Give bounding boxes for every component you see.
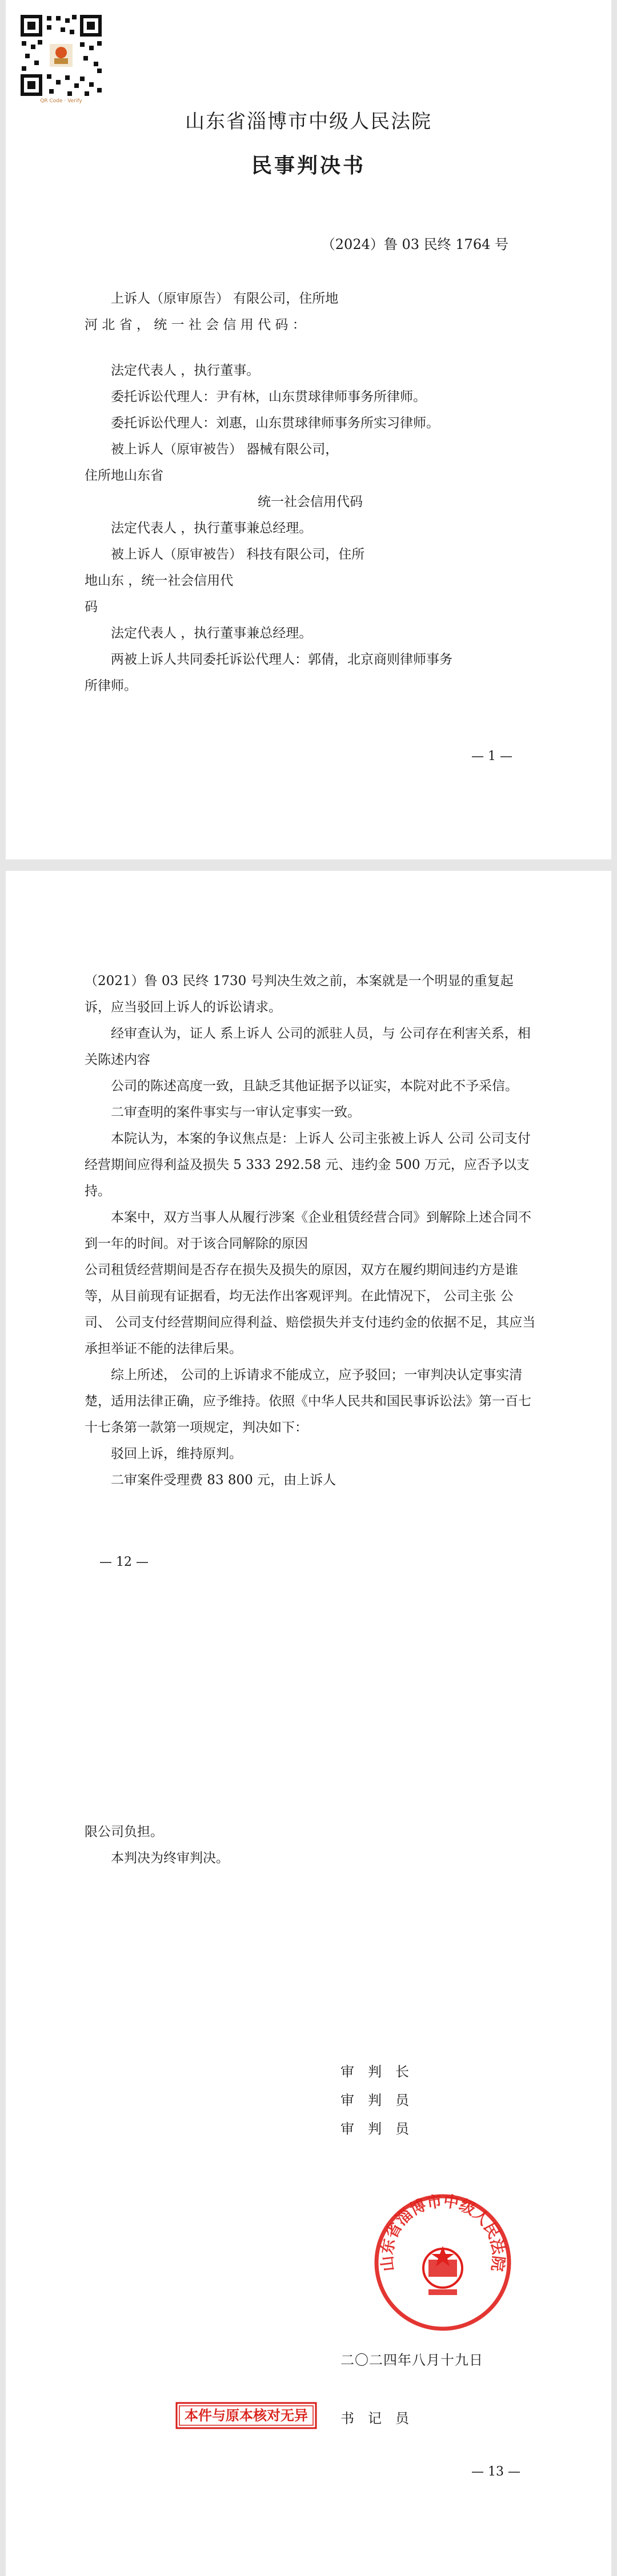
paragraph: 法定代表人 ，执行董事兼总经理。 — [111, 521, 312, 536]
paragraph: 本案中，双方当事人从履行涉案《企业租赁经营合同》到解除上述合同不到一年的时间。对于该合同解除的原因 — [85, 1210, 531, 1251]
paragraph: 委托诉讼代理人：尹有林，山东贯球律师事务所律师。 — [111, 389, 426, 404]
paragraph: （2021）鲁 03 民终 1730 号判决生效之前，本案就是一个明显的重复起诉，应当驳回上诉人的诉讼请求。 — [85, 974, 514, 1015]
qr-code-icon[interactable] — [18, 13, 104, 98]
document-page-1 — [6, 0, 611, 859]
court-seal-icon — [371, 2191, 514, 2334]
paragraph: 驳回上诉，维持原判。 — [111, 1446, 242, 1461]
paragraph: 上诉人（原审原告） 有限公司，住所地 — [111, 291, 339, 306]
paragraph: 被上诉人（原审被告） 器械有限公司， — [111, 442, 339, 457]
paragraph: 统一社会信用代码 — [258, 495, 363, 509]
seal-text: 山东省淄博市中级人民法院 — [378, 2192, 507, 2273]
paragraph: 法定代表人 ，执行董事兼总经理。 — [111, 626, 312, 641]
paragraph: 公司租赁经营期间是否存在损失及损失的原因，双方在履约期间违约方是谁等，从目前现有证据看，均无法作出客观评判。在此情况下， 公司主张 公司、 公司支付经营期间应得利益、赔偿损失并支付违约金的依据不足，其应当承担举证不能的法律后果。 — [85, 1263, 536, 1356]
paragraph: 二审查明的案件事实与一审认定事实一致。 — [111, 1105, 360, 1120]
chief-judge-label: 审 判 长 — [340, 2064, 409, 2080]
clerk-label: 书 记 员 — [340, 2410, 409, 2426]
document-title: 民事判决书 — [251, 154, 366, 178]
party-info — [85, 286, 536, 699]
paragraph: 被上诉人（原审被告） 科技有限公司，住所 — [111, 547, 365, 562]
stamp-text: 本件与原本核对无异 — [185, 2407, 308, 2424]
paragraph: 地山东 ，统一社会信用代 — [85, 573, 234, 588]
page-number: — 13 — — [471, 2465, 520, 2479]
case-number: （2024）鲁 03 民终 1764 号 — [321, 236, 508, 252]
verification-stamp-icon — [175, 2401, 318, 2430]
paragraph: 公司的陈述高度一致，且缺乏其他证据予以证实，本院对此不予采信。 — [111, 1079, 518, 1094]
signing-date: 二〇二四年八月十九日 — [340, 2352, 483, 2368]
paragraph: 两被上诉人共同委托诉讼代理人：郭倩，北京商则律师事务 — [111, 652, 452, 667]
court-name: 山东省淄博市中级人民法院 — [185, 110, 432, 133]
page-number: — 1 — — [471, 749, 512, 763]
signature-block — [340, 2059, 409, 2144]
qr-caption: QR Code · Verify — [40, 98, 82, 104]
paragraph: 经审查认为，证人 系上诉人 公司的派驻人员，与 公司存在利害关系，相关陈述内容 — [85, 1026, 531, 1067]
judge-label: 审 判 员 — [340, 2121, 409, 2137]
paragraph: 二审案件受理费 83 800 元，由上诉人 — [111, 1473, 336, 1488]
paragraph: 综上所述， 公司的上诉请求不能成立，应予驳回；一审判决认定事实清楚，适用法律正确，应予维持。依照《中华人民共和国民事诉讼法》第一百七十七条第一款第一项规定，判决如下： — [85, 1368, 531, 1435]
judgment-conclusion — [85, 1819, 536, 1871]
judgment-body — [85, 968, 536, 1493]
paragraph: 限公司负担。 — [85, 1825, 163, 1839]
paragraph: 住所地山东省 — [85, 468, 163, 483]
document-page-2 — [6, 871, 611, 2576]
paragraph: 本院认为，本案的争议焦点是：上诉人 公司主张被上诉人 公司 公司支付经营期间应得利益及损失 5 333 292.58 元、违约金 500 万元，应否予以支持。 — [85, 1131, 531, 1199]
page-number: — 12 — — [99, 1555, 149, 1569]
paragraph: 所律师。 — [85, 678, 137, 693]
paragraph: 法定代表人 ，执行董事。 — [111, 363, 260, 378]
paragraph: 本判决为终审判决。 — [111, 1851, 229, 1866]
paragraph: 委托诉讼代理人：刘惠，山东贯球律师事务所实习律师。 — [111, 416, 439, 431]
paragraph: 河 北 省 ， 统 一 社 会 信 用 代 码 ： — [85, 318, 306, 332]
paragraph: 码 — [85, 600, 98, 614]
judge-label: 审 判 员 — [340, 2092, 409, 2108]
